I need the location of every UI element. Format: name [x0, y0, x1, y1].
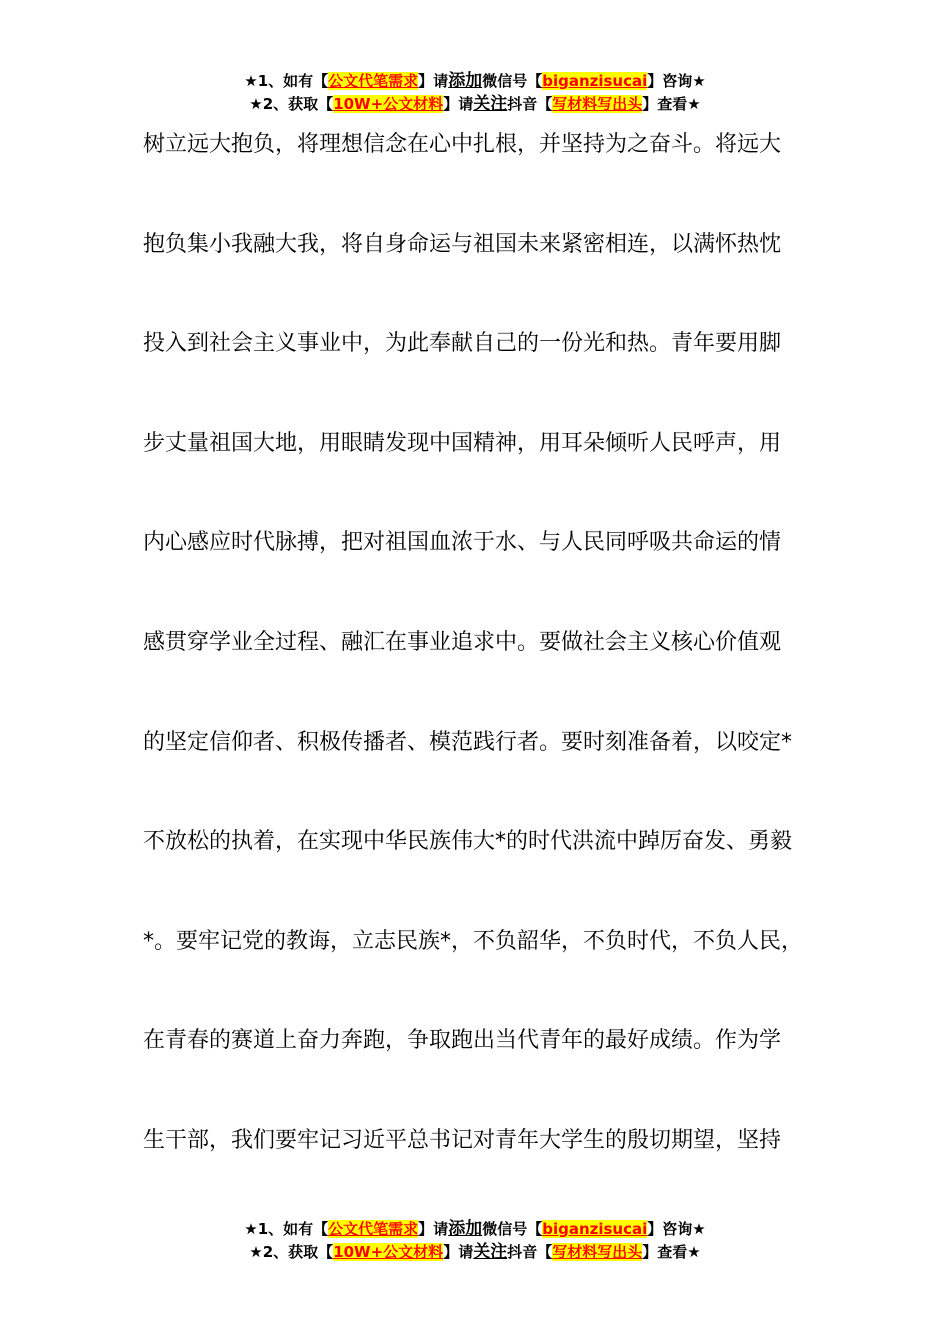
body-line: 投入到社会主义事业中，为此奉献自己的一份光和热。青年要用脚: [143, 331, 782, 357]
body-line: 不放松的执着，在实现中华民族伟大*的时代洪流中踔厉奋发、勇毅: [143, 829, 793, 855]
body-line: 感贯穿学业全过程、融汇在事业追求中。要做社会主义核心价值观: [143, 629, 782, 655]
header-banner: [0, 70, 950, 116]
footer-banner: [0, 1218, 950, 1264]
highlight-service: 公文代笔需求: [328, 1220, 419, 1238]
highlight-douyin-account: 写材料写出头: [552, 95, 643, 113]
body-line: 步丈量祖国大地，用眼睛发现中国精神，用耳朵倾听人民呼声，用: [143, 430, 782, 456]
banner-line-2: ★2、获取【10W+公文材料】请关注抖音【写材料写出头】查看★: [249, 1242, 701, 1262]
body-line: 树立远大抱负，将理想信念在心中扎根，并坚持为之奋斗。将远大: [143, 132, 782, 157]
body-line: 在青春的赛道上奋力奔跑，争取跑出当代青年的最好成绩。作为学: [143, 1028, 782, 1054]
body-line: *。要牢记党的教诲，立志民族*，不负韶华，不负时代，不负人民，: [143, 928, 804, 954]
highlight-douyin-account: 写材料写出头: [552, 1243, 643, 1261]
highlight-materials: 10W+公文材料: [333, 1243, 444, 1261]
body-line: 内心感应时代脉搏，把对祖国血浓于水、与人民同呼吸共命运的情: [143, 530, 782, 556]
highlight-wechat-id: biganzisucai: [542, 1220, 648, 1238]
highlight-materials: 10W+公文材料: [333, 95, 444, 113]
highlight-service: 公文代笔需求: [328, 72, 419, 90]
body-line: 抱负集小我融大我，将自身命运与祖国未来紧密相连，以满怀热忱: [143, 231, 782, 257]
highlight-wechat-id: biganzisucai: [542, 72, 648, 90]
banner-line-1: ★1、如有【公文代笔需求】请添加微信号【biganzisucai】咨询★: [244, 1219, 706, 1239]
document-body: [143, 122, 823, 1218]
banner-line-1: ★1、如有【公文代笔需求】请添加微信号【biganzisucai】咨询★: [244, 71, 706, 91]
body-line: 生干部，我们要牢记习近平总书记对青年大学生的殷切期望，坚持: [143, 1127, 782, 1153]
banner-line-2: ★2、获取【10W+公文材料】请关注抖音【写材料写出头】查看★: [249, 94, 701, 114]
body-line: 的坚定信仰者、积极传播者、模范践行者。要时刻准备着，以咬定*: [143, 729, 793, 755]
